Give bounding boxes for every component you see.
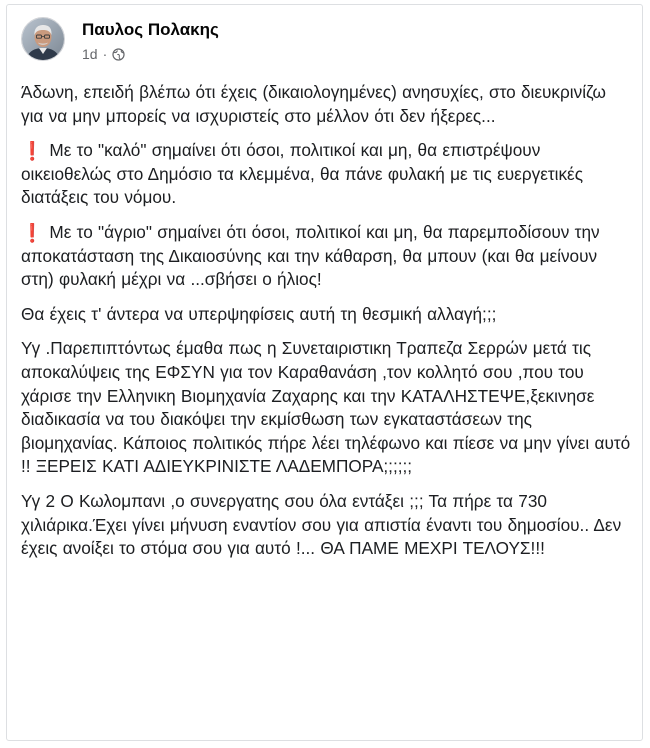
exclamation-icon: ❗ — [21, 141, 44, 162]
post-subline — [82, 46, 219, 62]
post-paragraph — [21, 139, 631, 210]
post-paragraph — [21, 303, 631, 327]
paragraph-text: Με το "άγριο" σημαίνει ότι όσοι, πολιτικοί και μη, θα παρεμποδίσουν την αποκατάσταση της Δικαιοσύνης και την κάθαρση, θα μπουν (και θα μείνουν στη) φυλακή μέχρι να ...σβήσει ο ήλιος! — [21, 221, 600, 290]
paragraph-text: Θα έχεις τ' άντερα να υπερψηφίσεις αυτή τη θεσμική αλλαγή;;; — [21, 303, 497, 324]
post-paragraph — [21, 337, 631, 479]
paragraph-text: Άδωνη, επειδή βλέπω ότι έχεις (δικαιολογημένες) ανησυχίες, στο διευκρινίζω για να μην μπορείς να ισχυριστείς στο μέλλον ότι δεν ήξερες... — [21, 82, 606, 126]
paragraph-text: Υγ .Παρεπιπτόντως έμαθα πως η Συνεταιριστικη Τραπεζα Σερρών μετά τις αποκαλύψεις της ΕΦΣΥΝ για τον Καραθανάση ,τον κολλητό σου ,που του χάρισε την Ελληνικη Βιομηχανία Ζαχαρης και την ΚΑΤΑΛΗΣΤΕΨΕ,ξεκινησε διαδικασία να του διακόψει την εκμίσθωση των εγκαταστάσεων της βιομηχανίας. Κάποιος πολιτικός πήρε λέει τηλέφωνο και πίεσε να μην γίνει αυτό !! ΞΕΡΕΙΣ ΚΑΤΙ ΑΔΙΕΥΚΡΙΝΙΣΤΕ ΛΑΔΕΜΠΟΡΑ;;;;;; — [21, 338, 631, 477]
avatar-image — [22, 18, 64, 60]
paragraph-text: Με το "καλό" σημαίνει ότι όσοι, πολιτικοί και μη, θα επιστρέψουν οικειοθελώς στο Δημόσιο τα κλεμμένα, θα πάνε φυλακή με τις ευεργετικές διατάξεις του νόμου. — [21, 140, 584, 208]
post-paragraph — [21, 221, 631, 292]
avatar[interactable] — [21, 17, 65, 61]
separator-dot: · — [102, 46, 108, 62]
post-timestamp[interactable]: 1d — [82, 46, 98, 62]
author-name[interactable]: Παυλος Πολακης — [82, 20, 219, 39]
post-meta — [82, 20, 219, 62]
post-card — [6, 4, 643, 741]
post-text — [21, 81, 631, 572]
globe-icon[interactable] — [112, 48, 125, 61]
exclamation-icon: ❗ — [21, 222, 44, 243]
post-header — [21, 17, 219, 67]
paragraph-text: Υγ 2 Ο Κωλομπανι ,ο συνεργατης σου όλα εντάξει ;;; Τα πήρε τα 730 χιλιάρικα.Έχει γίνει μήνυση εναντίον σου για απιστία έναντι του δημοσίου.. Δεν έχεις ανοίξει το στόμα σου για αυτό !... ΘΑ ΠΑΜΕ ΜΕΧΡΙ ΤΕΛΟΥΣ!!! — [21, 490, 622, 559]
post-paragraph — [21, 490, 631, 561]
post-paragraph — [21, 81, 631, 128]
